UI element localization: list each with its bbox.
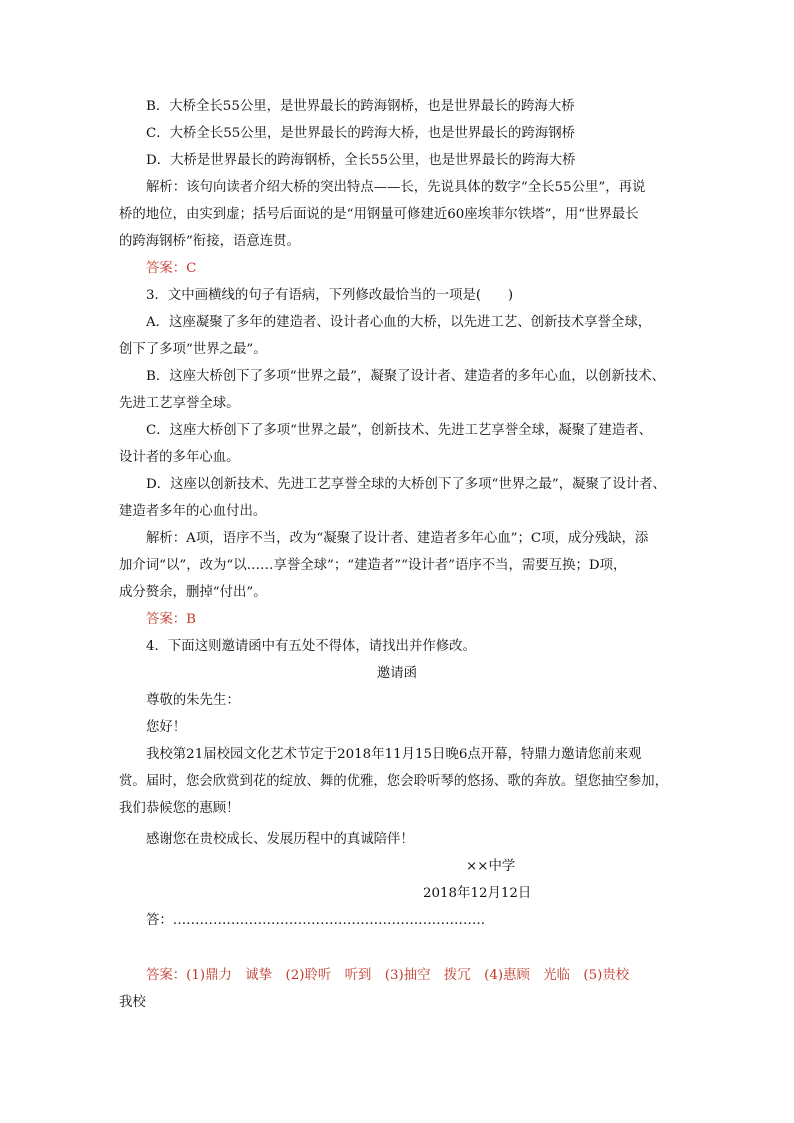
option-b: B．这座大桥创下了多项“世界之最”，凝聚了设计者、建造者的多年心血，以创新技术、: [146, 369, 665, 384]
analysis-line: 解析：A项，语序不当，改为“凝聚了设计者、建造者多年心血”；C项，成分残缺，添: [146, 531, 649, 546]
letter-body-line: 赏。届时，您会欣赏到花的绽放、舞的优雅，您会聆听琴的悠扬、歌的奔放。望您抽空参加，: [119, 774, 669, 789]
analysis-line: 解析：该句向读者介绍大桥的突出特点——长，先说具体的数字“全长55公里”，再说: [146, 180, 646, 195]
letter-title: 邀请函: [376, 666, 418, 681]
answer-line: 答案：(1)鼎力 诚挚 (2)聆听 听到 (3)抽空 拨冗 (4)惠顾 光临 (5)贵校: [146, 968, 630, 983]
letter-body-line: 我们恭候您的惠顾！: [119, 801, 240, 816]
analysis-line: 桥的地位，由实到虚；括号后面说的是“用钢量可修建近60座埃菲尔铁塔”，用“世界最长: [119, 207, 639, 222]
option-b-cont: 先进工艺享誉全球。: [119, 396, 240, 411]
analysis-line: 成分赘余，删掉“付出”。: [119, 585, 267, 600]
letter-salutation: 尊敬的朱先生：: [146, 693, 240, 708]
option-a-cont: 创下了多项“世界之最”。: [119, 342, 267, 357]
answer-label: 答案：C: [146, 261, 197, 276]
letter-thanks: 感谢您在贵校成长、发展历程中的真诚陪伴！: [146, 832, 414, 847]
answer-label: 答案：B: [146, 612, 197, 627]
letter-body-line: 我校第21届校园文化艺术节定于2018年11月15日晚6点开幕，特鼎力邀请您前来观: [146, 747, 642, 762]
question-4-stem: 4．下面这则邀请函中有五处不得体，请找出并作修改。: [146, 639, 476, 654]
letter-signature: ××中学: [466, 859, 516, 874]
letter-date: 2018年12月12日: [423, 886, 532, 901]
option-d: D．大桥是世界最长的跨海钢桥，全长55公里，也是世界最长的跨海大桥: [146, 153, 576, 168]
option-b: B．大桥全长55公里，是世界最长的跨海钢桥，也是世界最长的跨海大桥: [146, 99, 575, 114]
letter-greeting: 您好！: [146, 720, 187, 735]
analysis-line: 加介词“以”，改为“以……享誉全球”；“建造者”“设计者”语序不当，需要互换；D项，: [119, 558, 627, 573]
answer-line-cont: 我校: [119, 995, 146, 1010]
option-d: D．这座以创新技术、先进工艺享誉全球的大桥创下了多项“世界之最”，凝聚了设计者、: [146, 477, 666, 492]
option-a: A．这座凝聚了多年的建造者、设计者心血的大桥，以先进工艺、创新技术享誉全球，: [146, 315, 652, 330]
question-3-stem: 3．文中画横线的句子有语病，下列修改最恰当的一项是( ): [146, 288, 514, 303]
option-d-cont: 建造者多年的心血付出。: [119, 504, 267, 519]
option-c: C．大桥全长55公里，是世界最长的跨海大桥，也是世界最长的跨海钢桥: [146, 126, 576, 141]
option-c: C．这座大桥创下了多项“世界之最”，创新技术、先进工艺享誉全球，凝聚了建造者、: [146, 423, 652, 438]
option-c-cont: 设计者的多年心血。: [119, 450, 240, 465]
answer-prompt: 答：…………………………………………………………….: [146, 913, 486, 928]
analysis-line: 的跨海钢桥”衔接，语意连贯。: [119, 234, 300, 249]
